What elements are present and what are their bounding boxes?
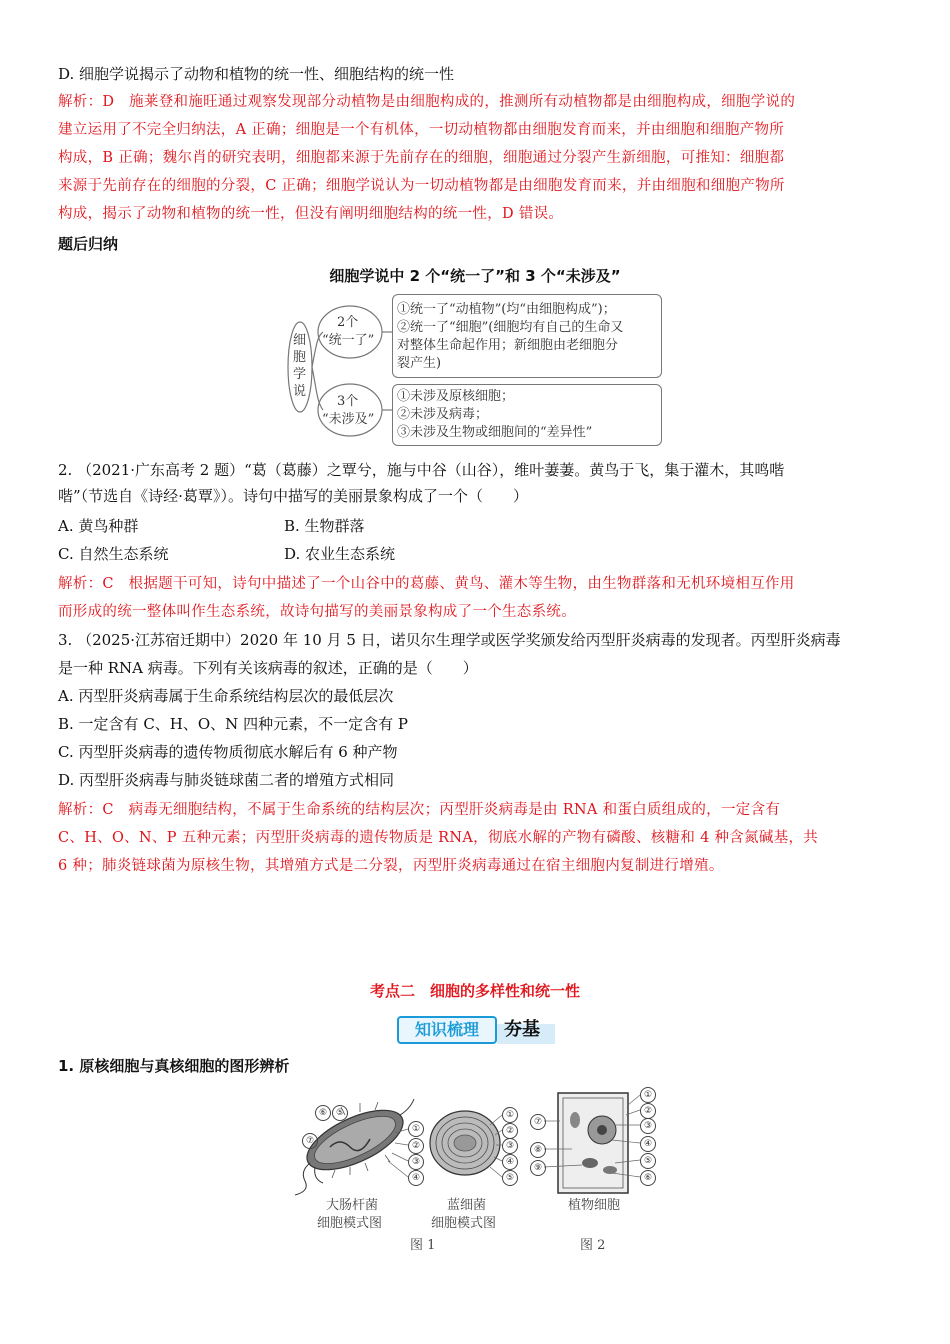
q2-explanation-line: 而形成的统一整体叫作生态系统，故诗句描写的美丽景象构成了一个生态系统。: [58, 604, 576, 620]
branch1-item: ①统一了“动植物”(均“由细胞构成”)；: [397, 302, 616, 317]
banner-right-text: 夯基: [504, 1019, 540, 1040]
cyano-marker: ②: [502, 1123, 518, 1139]
branch2-item: ③未涉及生物或细胞间的“差异性”: [397, 425, 593, 440]
q2-options-row: [58, 512, 898, 540]
plant-cell-drawing: [558, 1093, 628, 1193]
q2-explanation-line: 解析：C 根据题干可知，诗句中描述了一个山谷中的葛藤、黄鸟、灌木等生物，由生物群落和无机环境相互作用: [58, 576, 795, 592]
branch2-label: “未涉及”: [322, 412, 375, 427]
cell-figure: [290, 1085, 670, 1260]
q1-explanation-line: 解析：D 施莱登和施旺通过观察发现部分动植物是由细胞构成的，推测所有动植物都是由细胞构成，细胞学说的: [58, 94, 796, 110]
plant-marker: ⑦: [530, 1114, 546, 1130]
q3-option: D. 丙型肝炎病毒与肺炎链球菌二者的增殖方式相同: [58, 771, 395, 789]
cyano-marker: ④: [502, 1154, 518, 1170]
plant-marker: ⑧: [530, 1142, 546, 1158]
fig1-label: 图 1: [410, 1238, 436, 1253]
plant-marker: ①: [640, 1087, 656, 1103]
ecoli-marker: ③: [408, 1154, 424, 1170]
cyano-drawing: [430, 1111, 500, 1175]
plant-marker: ⑥: [640, 1170, 656, 1186]
banner-tag: [397, 1016, 497, 1044]
branch1-box: [392, 294, 662, 378]
ecoli-marker: ②: [408, 1138, 424, 1154]
ecoli-caption: 细胞模式图: [317, 1216, 383, 1231]
branch1-item: 对整体生命起作用；新细胞由老细胞分: [397, 338, 619, 353]
plant-caption: 植物细胞: [568, 1198, 621, 1213]
branch2-item: ①未涉及原核细胞；: [397, 389, 515, 404]
section-banner: [397, 1016, 555, 1046]
ecoli-marker: ⑦: [302, 1133, 318, 1149]
q3-explanation-line: 6 种；肺炎链球菌为原核生物，其增殖方式是二分裂，丙型肝炎病毒通过在宿主细胞内复制进行增殖。: [58, 858, 724, 874]
q2-stem-line: 喈”（节选自《诗经·葛覃》）。诗句中描写的美丽景象构成了一个（ ）: [58, 487, 528, 505]
branch1-count: 2个: [337, 315, 359, 330]
branch2-count: 3个: [337, 394, 359, 409]
ecoli-marker: ⑤: [332, 1105, 348, 1121]
q3-option: C. 丙型肝炎病毒的遗传物质彻底水解后有 6 种产物: [58, 743, 398, 761]
q2-option-d: D. 农业生态系统: [284, 545, 396, 563]
q1-explanation-line: 构成，揭示了动物和植物的统一性，但没有阐明细胞结构的统一性，D 错误。: [58, 206, 564, 222]
plant-marker: ③: [640, 1118, 656, 1134]
q1-option-d: D. 细胞学说揭示了动物和植物的统一性、细胞结构的统一性: [58, 65, 455, 83]
q3-explanation-line: C、H、O、N、P 五种元素；丙型肝炎病毒的遗传物质是 RNA，彻底水解的产物有磷酸、核糖和 4 种含氮碱基，共: [58, 830, 819, 846]
ecoli-marker: ①: [408, 1121, 424, 1137]
item1-heading: 1. 原核细胞与真核细胞的图形辨析: [58, 1057, 290, 1075]
q2-option-a: A. 黄鸟种群: [58, 517, 139, 535]
q2-option-b: B. 生物群落: [284, 517, 365, 535]
branch1-item: 裂产生): [397, 356, 442, 371]
branch1-label: “统一了”: [322, 333, 375, 348]
q1-explanation-line: 建立运用了不完全归纳法，A 正确；细胞是一个有机体，一切动植物都由细胞发育而来，并由细胞和细胞产物所: [58, 122, 785, 138]
q3-stem-line: 3. （2025·江苏宿迁期中）2020 年 10 月 5 日，诺贝尔生理学或医学奖颁发给丙型肝炎病毒的发现者。丙型肝炎病毒: [58, 631, 841, 649]
ecoli-caption: 大肠杆菌: [326, 1198, 379, 1213]
cyano-caption: 细胞模式图: [431, 1216, 497, 1231]
q3-option: B. 一定含有 C、H、O、N 四种元素，不一定含有 P: [58, 715, 408, 733]
cyano-caption: 蓝细菌: [447, 1198, 487, 1213]
q1-explanation-line: 来源于先前存在的细胞的分裂，C 正确；细胞学说认为一切动植物都是由细胞发育而来，并由细胞和细胞产物所: [58, 178, 785, 194]
q1-explanation-line: 构成，B 正确；魏尔肖的研究表明，细胞都来源于先前存在的细胞，细胞通过分裂产生新细胞，可推知：细胞都: [58, 150, 785, 166]
summary-diagram: [285, 292, 665, 447]
ecoli-marker: ④: [408, 1170, 424, 1186]
cyano-marker: ①: [502, 1107, 518, 1123]
plant-marker: ④: [640, 1136, 656, 1152]
section-title: 考点二 细胞的多样性和统一性: [369, 982, 580, 1000]
branch1-item: ②统一了“细胞”(细胞均有自己的生命又: [397, 320, 624, 335]
fig2-label: 图 2: [580, 1238, 606, 1253]
q2-options-row: [58, 540, 898, 568]
q3-explanation-line: 解析：C 病毒无细胞结构，不属于生命系统的结构层次；丙型肝炎病毒是由 RNA 和蛋白质组成的，一定含有: [58, 802, 781, 818]
plant-marker: ⑨: [530, 1160, 546, 1176]
cyano-marker: ③: [502, 1138, 518, 1154]
plant-marker: ⑤: [640, 1153, 656, 1169]
branch2-item: ②未涉及病毒；: [397, 407, 489, 422]
banner-left-text: 知识梳理: [414, 1020, 479, 1039]
summary-heading: 题后归纳: [58, 235, 119, 253]
q3-option: A. 丙型肝炎病毒属于生命系统结构层次的最低层次: [58, 687, 394, 705]
q2-option-c: C. 自然生态系统: [58, 545, 169, 563]
q3-stem-line: 是一种 RNA 病毒。下列有关该病毒的叙述，正确的是（ ）: [58, 659, 478, 677]
diagram-title: 细胞学说中 2 个“统一了”和 3 个“未涉及”: [329, 267, 621, 285]
ecoli-marker: ⑥: [315, 1105, 331, 1121]
diagram-root: 细胞学说: [293, 333, 307, 399]
plant-marker: ②: [640, 1103, 656, 1119]
q2-stem-line: 2. （2021·广东高考 2 题）“葛（葛藤）之覃兮，施与中谷（山谷），维叶萋萋。黄鸟于飞，集于灌木，其鸣喈: [58, 461, 785, 479]
cyano-marker: ⑤: [502, 1170, 518, 1186]
branch2-box: [392, 384, 662, 446]
